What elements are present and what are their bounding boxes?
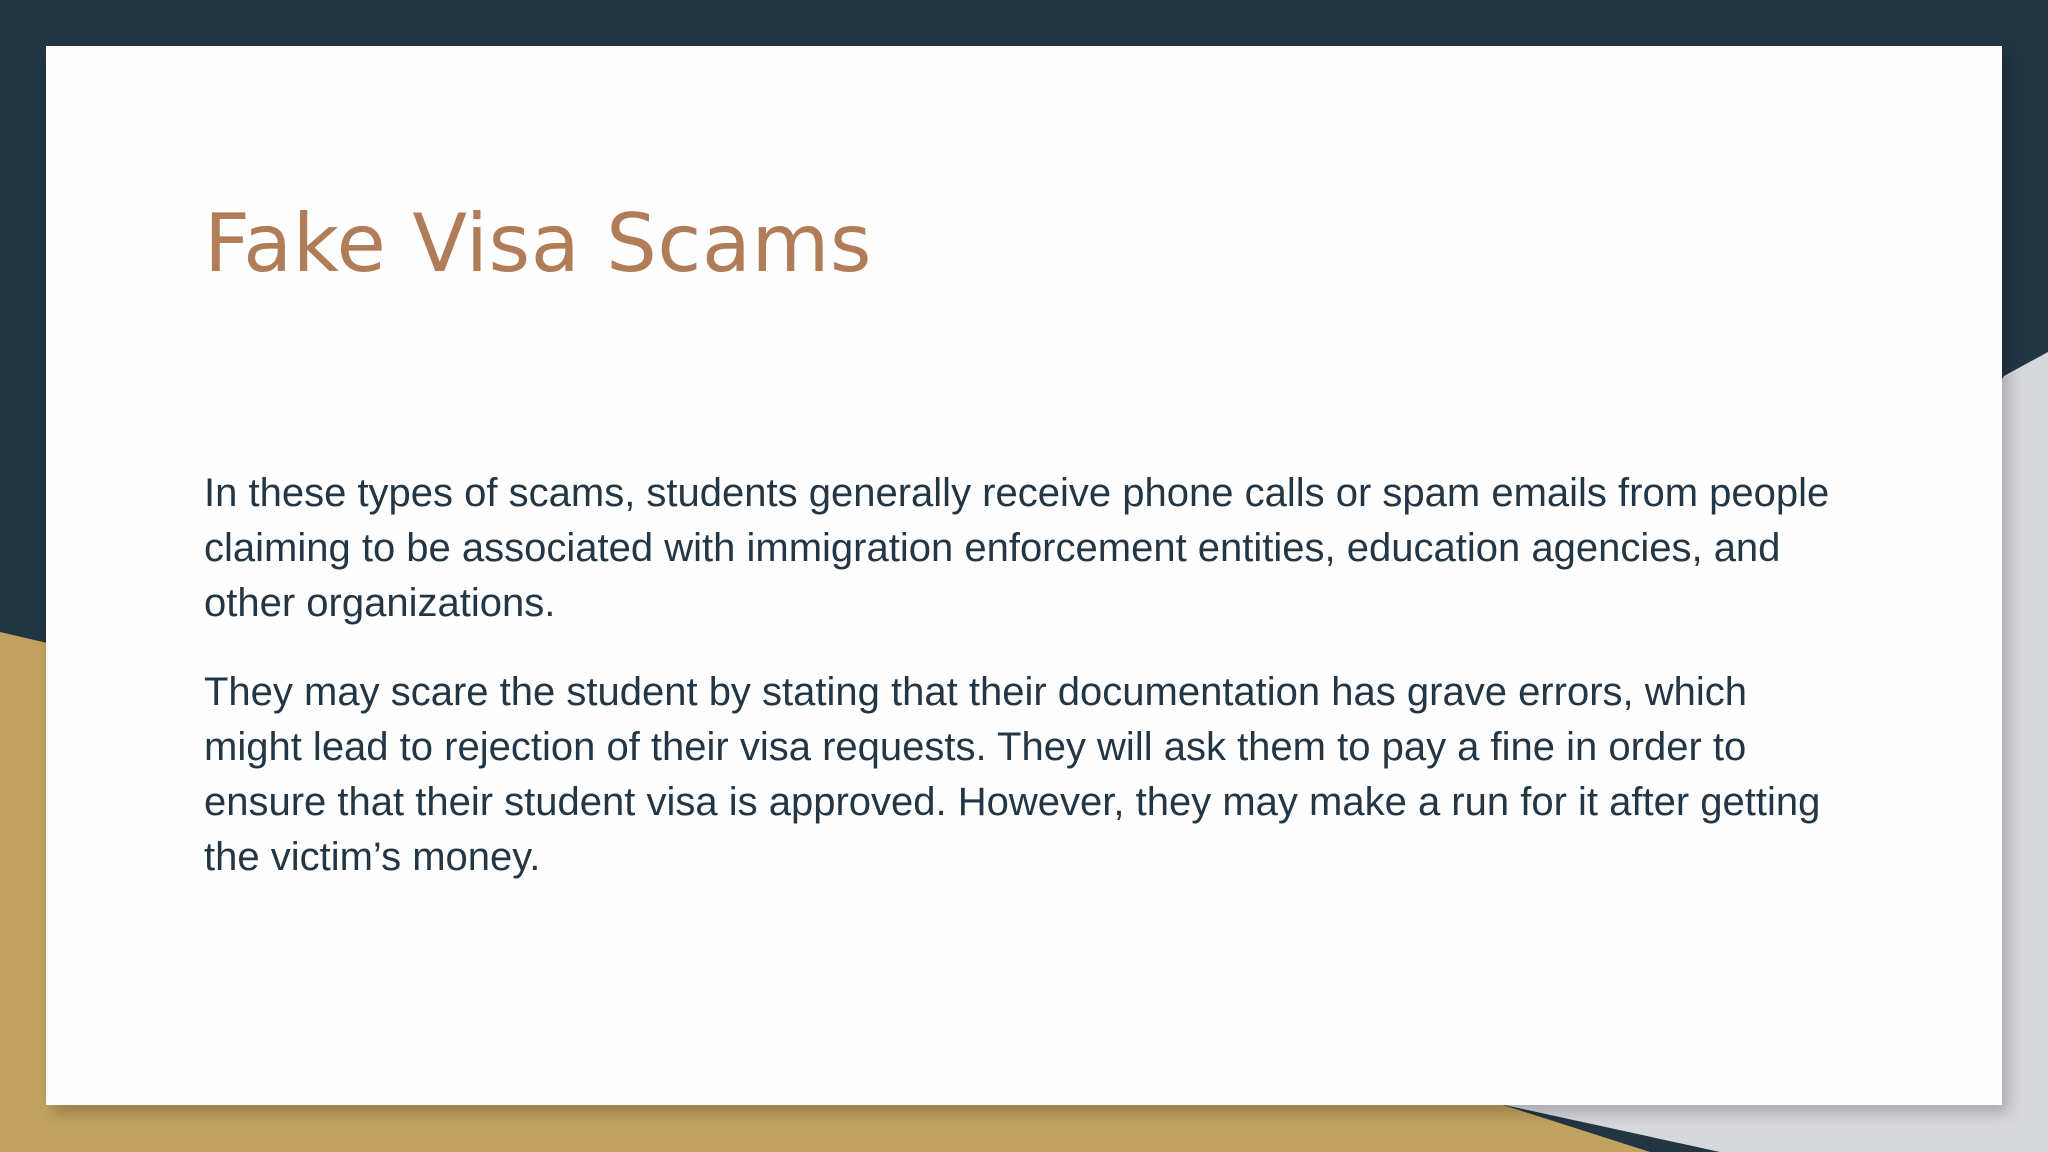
slide-body	[204, 466, 1844, 919]
body-paragraph: In these types of scams, students generally receive phone calls or spam emails from people claiming to be associated with immigration enforcement entities, education agencies, and other organizations.	[204, 471, 1830, 625]
slide-title: Fake Visa Scams	[204, 197, 873, 290]
body-paragraph: They may scare the student by stating that their documentation has grave errors, which might lead to rejection of their visa requests. They will ask them to pay a fine in order to ensure that their student visa is approved. However, they may make a run for it after getting the victim’s money.	[204, 670, 1821, 879]
